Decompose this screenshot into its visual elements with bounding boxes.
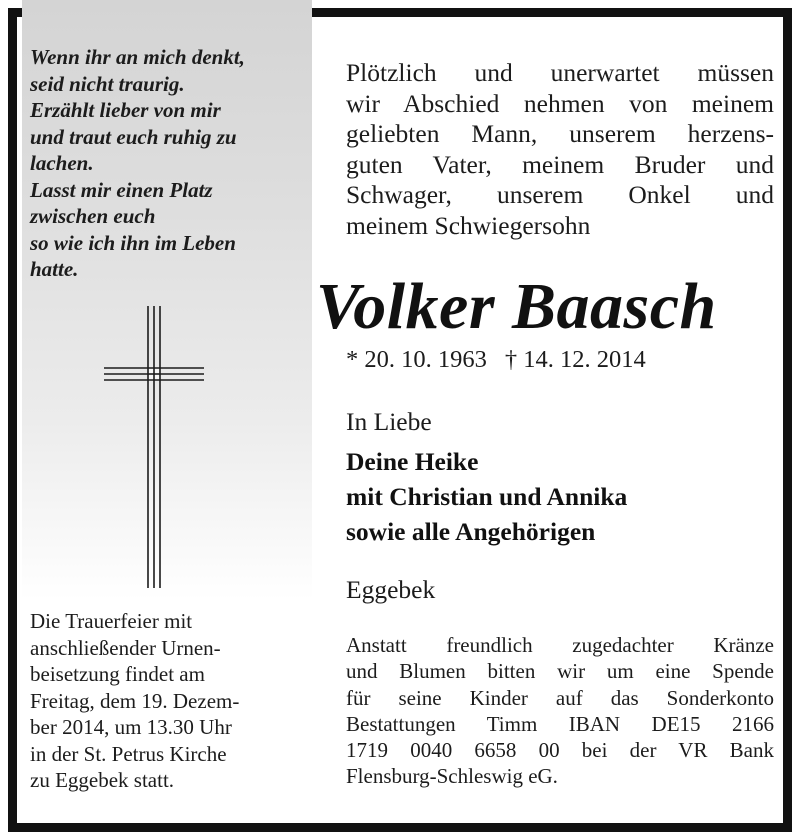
note-line: Flensburg-Schleswig eG. — [346, 764, 558, 789]
note-line: Bestattungen Timm IBAN DE15 2166 — [346, 711, 774, 736]
death-date: † 14. 12. 2014 — [504, 346, 646, 373]
funeral-line: beisetzung findet am — [30, 662, 205, 686]
note-line: und Blumen bitten wir um eine Spende — [346, 659, 774, 684]
deceased-name: Volker Baasch — [316, 270, 717, 343]
poem-line: zwischen euch — [30, 204, 156, 228]
poem-line: lachen. — [30, 151, 94, 175]
family-line: sowie alle Angehörigen — [346, 517, 596, 546]
intro-line: Plötzlich und unerwartet müssen — [346, 58, 774, 87]
poem-line: Lasst mir einen Platz — [30, 177, 213, 202]
place-name: Eggebek — [346, 575, 436, 604]
funeral-line: anschließender Urnen- — [30, 635, 221, 660]
poem-line: so wie ich ihn im Leben — [30, 230, 236, 255]
intro-line: meinem Schwiegersohn — [346, 210, 591, 240]
poem-line: Erzählt lieber von mir — [30, 98, 221, 122]
family-line: Deine Heike — [346, 447, 479, 476]
intro-line: wir Abschied nehmen von meinem — [346, 88, 774, 118]
poem-line: hatte. — [30, 257, 79, 281]
love-text: In Liebe — [346, 407, 432, 436]
family-line: mit Christian und Annika — [346, 482, 628, 511]
family-signature — [346, 444, 627, 549]
poem — [30, 44, 310, 283]
cross-icon — [104, 306, 204, 588]
birth-date: * 20. 10. 1963 — [346, 346, 487, 373]
life-dates — [346, 345, 646, 375]
funeral-line: Die Trauerfeier mit — [30, 609, 193, 633]
note-line: Anstatt freundlich zugedachter Kränze — [346, 633, 774, 657]
intro-line: Schwager, unserem Onkel und — [346, 180, 774, 209]
intro-line: guten Vater, meinem Bruder und — [346, 149, 774, 179]
note-line: 1719 0040 6658 00 bei der VR Bank — [346, 738, 774, 763]
funeral-line: ber 2014, um 13.30 Uhr — [30, 715, 232, 739]
funeral-line: Freitag, dem 19. Dezem- — [30, 688, 240, 713]
donation-note — [346, 632, 774, 790]
poem-line: und traut euch ruhig zu — [30, 124, 237, 149]
funeral-line: in der St. Petrus Kirche — [30, 741, 227, 766]
intro-text — [346, 58, 774, 241]
funeral-info — [30, 608, 310, 794]
intro-line: geliebten Mann, unserem herzens- — [346, 119, 774, 148]
funeral-line: zu Eggebek statt. — [30, 768, 175, 792]
poem-line: Wenn ihr an mich denkt, — [30, 45, 245, 69]
poem-line: seid nicht traurig. — [30, 71, 185, 96]
note-line: für seine Kinder auf das Sonderkonto — [346, 685, 774, 710]
